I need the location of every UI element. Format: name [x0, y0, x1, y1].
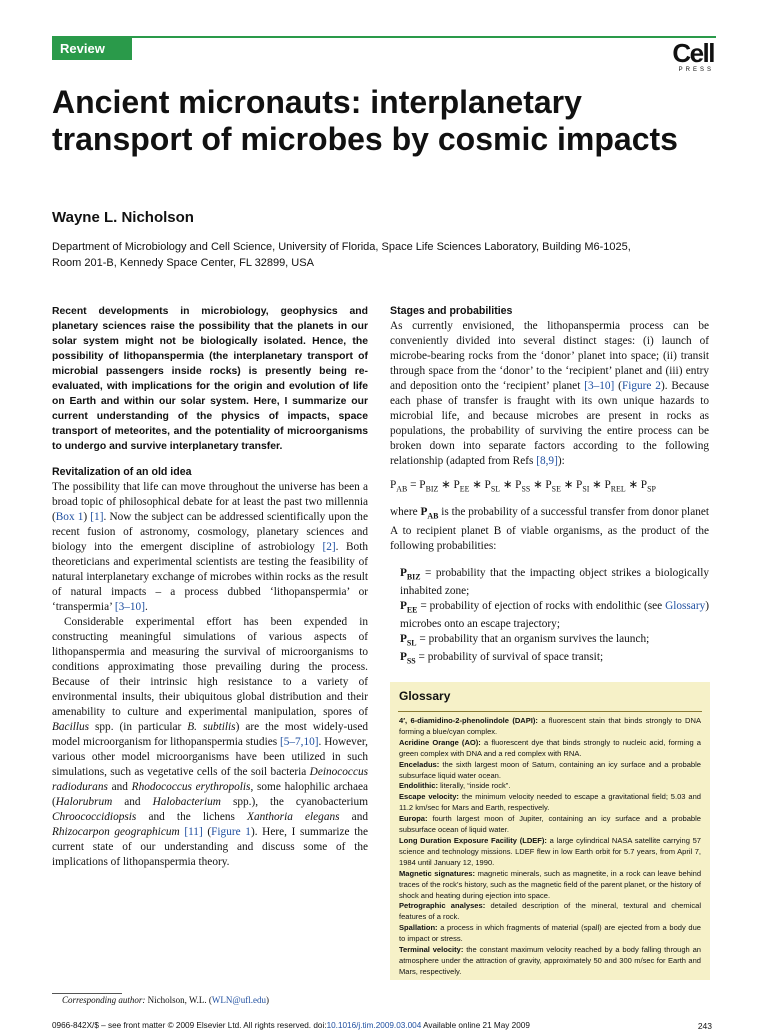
definition-item: $P_{SL}$ = probability that an organism survives the launch; — [400, 633, 650, 648]
citation-link[interactable]: [3–10] — [114, 601, 145, 613]
cell-press-logo — [636, 40, 714, 73]
glossary-entry: Magnetic signatures: magnetic minerals, such as magnetite, in a rock can leave behind traces of the rock’s history, such as the magnetic field of the parent planet, or the history of shock and heating during ejection into space. — [399, 868, 702, 900]
header-rule — [52, 36, 716, 38]
glossary-title: Glossary — [399, 689, 451, 703]
page-number: 243 — [697, 1021, 712, 1031]
affiliation-line: Room 201-B, Kennedy Space Center, FL 32899, USA — [52, 256, 314, 269]
copyright-line: 0966-842X/$ – see front matter © 2009 Elsevier Ltd. All rights reserved. doi:10.1016/j.tim.2009.03.004 Available online 21 May 2009 — [52, 1021, 530, 1030]
affiliation-line: Department of Microbiology and Cell Science, University of Florida, Space Life Sciences Laboratory, Building M6-1025, — [52, 241, 631, 253]
glossary-entry: Europa: fourth largest moon of Jupiter, containing an icy surface and a probable subsurface ocean of liquid water. — [399, 814, 701, 835]
definition-item: $P_{BIZ}$ = probability that the impacting object strikes a biologically inhabited zone; — [400, 566, 709, 597]
probability-equation: $P_{AB} = P_{BIZ}$ ∗ $P_{EE}$ ∗ $P_{SL}$ ∗ $P_{SS}$ ∗ $P_{SE}$ ∗ $P_{SI}$ ∗ $P_{REL}$ ∗ $P_{SP}$ — [390, 479, 656, 494]
doi-link[interactable]: 10.1016/j.tim.2009.03.004 — [326, 1021, 422, 1030]
paragraph: Considerable experimental effort has been expended in constructing meaningful simulations of various aspects of lithopanspermia and measuring the survival of microorganisms to conditions approximating those prevailing during the process. Because of their intrinsic high resistance to a variety of environmental insults, their ubiquitous global distribution and their amenability to culture and experimental manipulation, spores of Bacillus spp. (in particular B. subtilis) are the most widely-used model microorganism for lithopanspermia studies [5–7,10]. However, various other model microorganisms have been utilized in such simulations, such as vegetative cells of the soil bacteria Deinococcus radiodurans and Rhodococcus erythropolis, some halophilic archaea (Halorubrum and Halobacterium spp.), the cyanobacterium Chroococcidiopsis and the lichens Xanthoria elegans and Rhizocarpon geographicum [11] (Figure 1). Here, I summarize the current state of our understanding and discuss some of the implications of lithopanspermia theory. — [52, 616, 369, 868]
definition-list — [400, 566, 709, 669]
glossary-divider — [398, 711, 702, 712]
glossary-entry: Long Duration Exposure Facility (LDEF): a large cylindrical NASA satellite carrying 57 science and technology missions. LDEF flew in low Earth orbit for 5.7 years, from April 7, 1984 until January 12, 1990. — [399, 835, 701, 867]
right-column — [390, 304, 709, 669]
citation-link[interactable]: [11] — [184, 826, 203, 838]
glossary-entry: Terminal velocity: the constant maximum velocity reached by a body falling through an atmosphere under the attraction of gravity, approximately 50 and 300 m/sec for Earth and Mars, respectively. — [399, 945, 701, 976]
definition-item: $P_{SS}$ = probability of survival of space transit; — [400, 651, 604, 666]
glossary-box — [390, 682, 710, 980]
glossary-entry: Spallation: a process in which fragments of material (spall) are ejected from a body due to impact or stress. — [399, 923, 701, 944]
glossary-entry: Enceladus: the sixth largest moon of Saturn, containing an icy surface and a probable subsurface liquid water ocean. — [399, 759, 701, 780]
glossary-entries — [399, 716, 701, 978]
logo-subtext: PRESS — [678, 67, 714, 73]
corresponding-author: Corresponding author: Nicholson, W.L. (WLN@ufl.edu) — [62, 995, 269, 1005]
box-link[interactable]: Box 1 — [55, 511, 84, 523]
figure-link[interactable]: Figure 1 — [211, 826, 251, 838]
citation-link[interactable]: [5–7,10] — [279, 736, 319, 748]
abstract: Recent developments in microbiology, geophysics and planetary sciences raise the possibility that the planets in our solar system might not be biologically isolated. Hence, the possibility of lithopanspermia (the interplanetary transport of microbial passengers inside rocks) is presently being re-evaluated, with implications for the origin and evolution of life on Earth and within our solar system. Here, I summarize our current understanding of the physics of impacts, space transport of meteorites, and the potentiality of microorganisms to undergo and survive interplanetary transfer. — [52, 306, 368, 452]
glossary-entry: Acridine Orange (AO): a fluorescent dye that binds strongly to nucleic acid, forming a green complex with DNA and a red complex with RNA. — [399, 737, 702, 758]
author-name: Wayne L. Nicholson — [52, 209, 194, 226]
glossary-entry: Petrographic analyses: detailed description of the mineral, textural and chemical features of a rock. — [399, 901, 701, 922]
section-heading: Stages and probabilities — [390, 305, 513, 317]
affiliation — [52, 240, 712, 271]
citation-link[interactable]: [1] — [90, 511, 104, 523]
article-title: Ancient micronauts: interplanetary transport of microbes by cosmic impacts — [52, 84, 678, 157]
left-column — [52, 304, 368, 870]
glossary-entry: Endolithic: literally, “inside rock”. — [399, 781, 511, 791]
paragraph: where $P_{AB}$ is the probability of a successful transfer from donor planet A to recipient planet B of viable organisms, as the product of the following probabilities: — [390, 506, 710, 552]
glossary-entry: 4′, 6-diamidino-2-phenolindole (DAPI): a fluorescent stain that binds strongly to DNA forming a blue/cyan complex. — [399, 716, 701, 736]
paragraph: As currently envisioned, the lithopanspermia process can be conveniently divided into several distinct stages: (i) launch of microbe-bearing rocks from the ‘donor’ planet into space; (ii) transit through space from the ‘donor’ to the ‘recipient’ planet and (iii) entry and deposition onto the ‘recipient’ planet [3–10] (Figure 2). Because each phase of transfer is fraught with its own unique hazards to microbial life, and because microbes are present in rocks as populations, the probability of surviving the entire process can be broken down into separate factors according to the following relationship (adapted from Refs [8,9]): — [390, 320, 710, 467]
glossary-entry: Escape velocity: the minimum velocity needed to escape a gravitational field; 5.03 and 11.2 km/sec for Mars and Earth, respectively. — [399, 792, 701, 813]
citation-link[interactable]: [3–10] — [584, 380, 615, 392]
citation-link[interactable]: [8,9] — [536, 455, 558, 467]
citation-link[interactable]: [2] — [322, 541, 336, 553]
figure-link[interactable]: Figure 2 — [621, 380, 661, 392]
definition-item: $P_{EE}$ = probability of ejection of rocks with endolithic (see Glossary) microbes onto an escape trajectory; — [400, 599, 709, 630]
section-tag: Review — [52, 38, 132, 60]
logo-text: Cell — [672, 38, 714, 68]
footnote-rule — [52, 993, 122, 994]
glossary-link[interactable]: Glossary — [665, 599, 706, 612]
page-footer — [52, 1021, 712, 1030]
section-heading: Revitalization of an old idea — [52, 466, 192, 478]
email-link[interactable]: WLN@ufl.edu — [211, 995, 266, 1005]
paragraph: The possibility that life can move throughout the universe has been a broad topic of philosophical debate for at least the past two millennia (Box 1) [1]. Now the subject can be addressed scientifically upon the recent fusion of astronomy, cosmology, planetary sciences and biology into the emergent discipline of astrobiology [2]. Both theoreticians and experimental scientists are testing the feasibility of natural interplanetary exchange of microbes within rocks as the result of natural impacts – a process dubbed ‘lithopanspermia’ or ‘transpermia’ [3–10]. — [52, 481, 368, 613]
